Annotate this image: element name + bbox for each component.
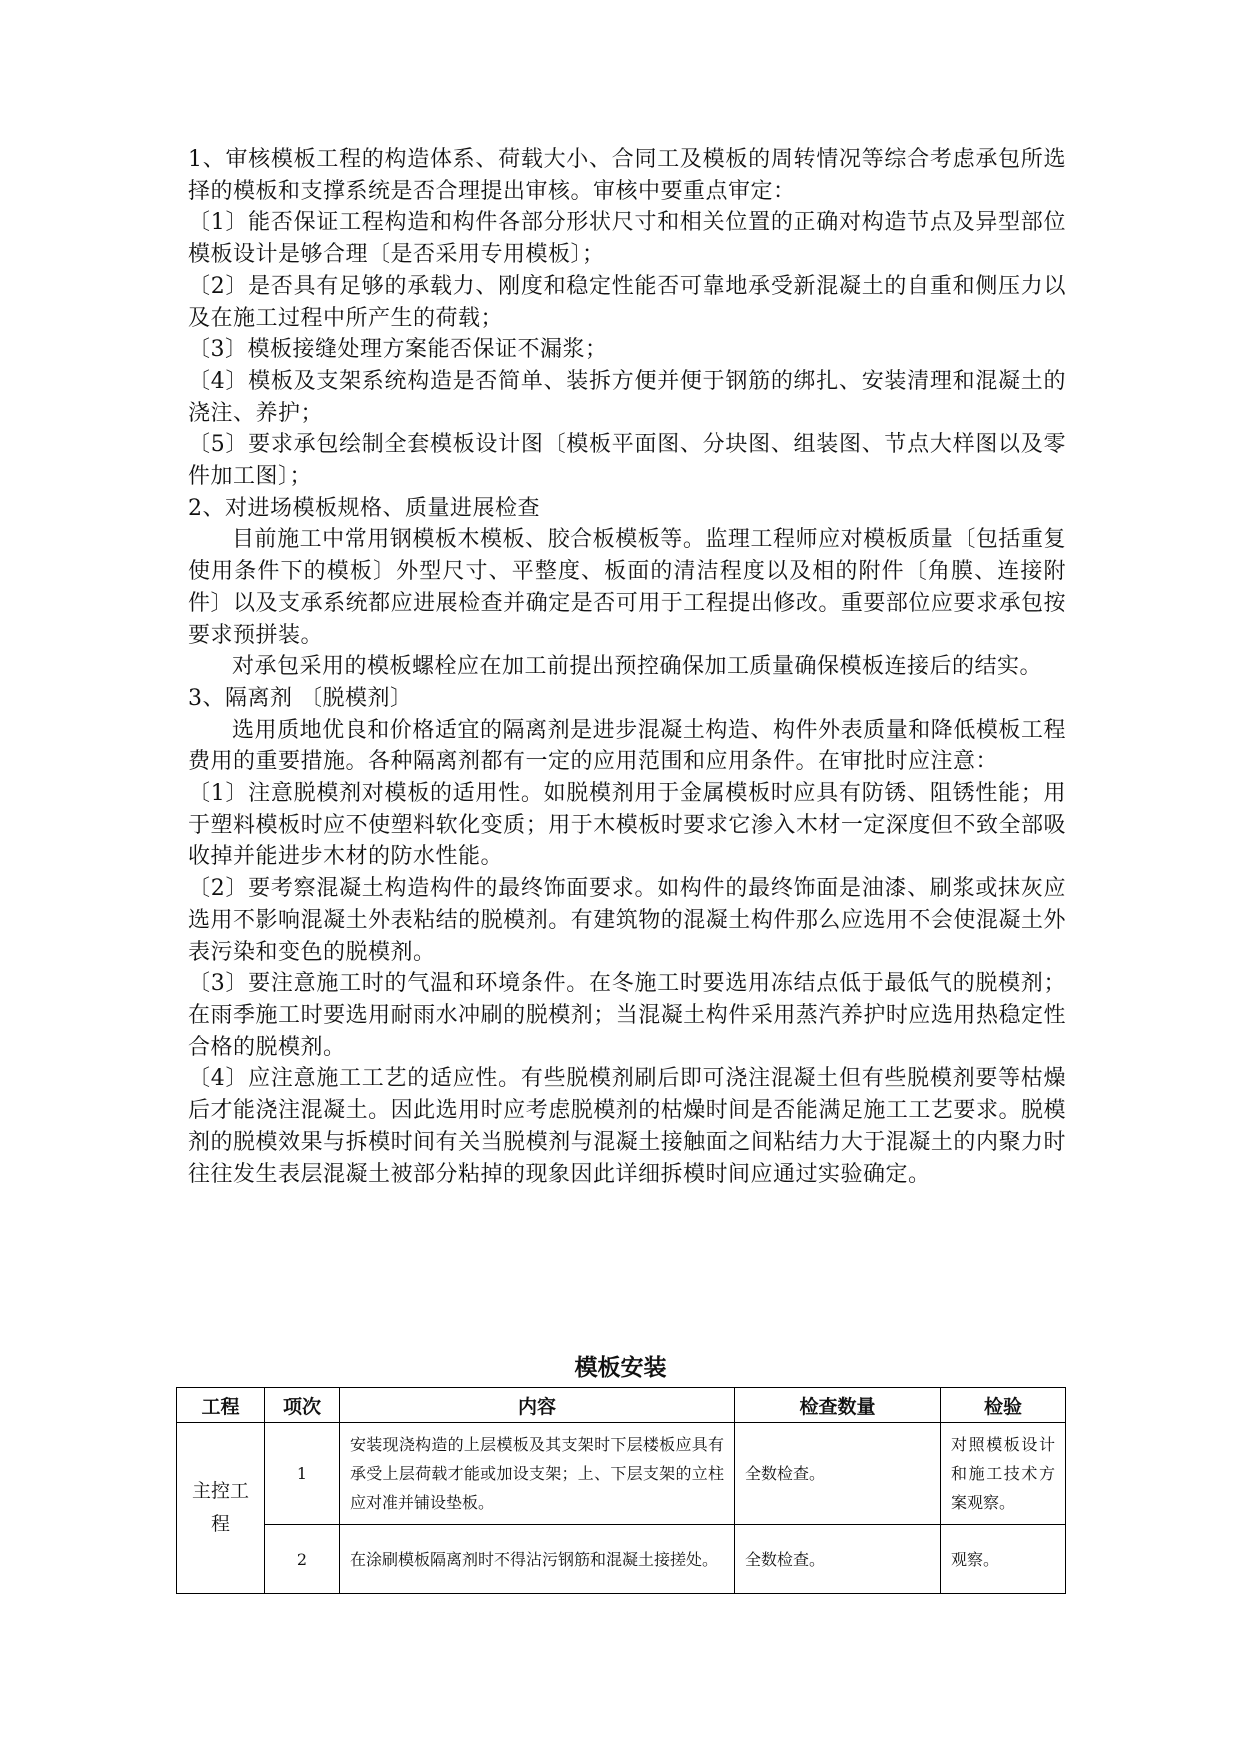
paragraph: 2、对进场模板规格、质量进展检查	[188, 495, 540, 521]
paragraph: 目前施工中常用钢模板木模板、胶合板模板等。监理工程师应对模板质量〔包括重复使用条件下的模板〕外型尺寸、平整度、板面的清洁程度以及相的附件〔角膜、连接附件〕以及支承系统都应进展检查并确定是否可用于工程提出修改。重要部位应要求承包按要求预拼装。	[188, 527, 1066, 648]
content-cell: 安装现浇构造的上层模板及其支架时下层楼板应具有承受上层荷载才能或加设支架；上、下层支架的立柱应对准并铺设垫板。	[340, 1423, 735, 1525]
header-content: 内容	[340, 1388, 735, 1423]
quantity-cell: 全数检查。	[735, 1423, 941, 1525]
paragraph: 〔2〕要考察混凝土构造构件的最终饰面要求。如构件的最终饰面是油漆、刷浆或抹灰应选用不影响混凝土外表粘结的脱模剂。有建筑物的混凝土构件那么应选用不会使混凝土外表污染和变色的脱模剂。	[188, 876, 1066, 965]
category-cell: 主控工程	[177, 1423, 265, 1594]
method-cell: 对照模板设计和施工技术方案观察。	[941, 1423, 1066, 1525]
paragraph: 〔5〕要求承包绘制全套模板设计图〔模板平面图、分块图、组装图、节点大样图以及零件加工图〕；	[188, 432, 1066, 490]
paragraph: 对承包采用的模板螺栓应在加工前提出预控确保加工质量确保模板连接后的结实。	[232, 654, 1043, 680]
paragraph: 选用质地优良和价格适宜的隔离剂是进步混凝土构造、构件外表质量和降低模板工程费用的重要措施。各种隔离剂都有一定的应用范围和应用条件。在审批时应注意：	[188, 717, 1066, 775]
content-cell: 在涂刷模板隔离剂时不得沾污钢筋和混凝土接搓处。	[340, 1525, 735, 1594]
index-cell: 1	[265, 1423, 340, 1525]
paragraph: 〔3〕模板接缝处理方案能否保证不漏浆；	[188, 337, 608, 363]
table-title: 模板安装	[574, 1355, 667, 1381]
body-text	[188, 144, 1066, 1190]
quantity-cell: 全数检查。	[735, 1525, 941, 1594]
paragraph: 〔4〕应注意施工工艺的适应性。有些脱模剂刷后即可浇注混凝土但有些脱模剂要等枯燥后才能浇注混凝土。因此选用时应考虑脱模剂的枯燥时间是否能满足施工工艺要求。脱模剂的脱模效果与拆模时间有关当脱模剂与混凝土接触面之间粘结力大于混凝土的内聚力时往往发生表层混凝土被部分粘掉的现象因此详细拆模时间应通过实验确定。	[188, 1066, 1066, 1187]
paragraph: 〔4〕模板及支架系统构造是否简单、装拆方便并便于钢筋的绑扎、安装清理和混凝土的浇注、养护；	[188, 368, 1066, 426]
paragraph: 1、审核模板工程的构造体系、荷载大小、合同工及模板的周转情况等综合考虑承包所选择的模板和支撑系统是否合理提出审核。审核中要重点审定：	[188, 147, 1066, 204]
header-category: 工程	[177, 1388, 265, 1423]
paragraph: 〔3〕要注意施工时的气温和环境条件。在冬施工时要选用冻结点低于最低气的脱模剂；在雨季施工时要选用耐雨水冲刷的脱模剂；当混凝土构件采用蒸汽养护时应选用热稳定性合格的脱模剂。	[188, 971, 1066, 1060]
header-index: 项次	[265, 1388, 340, 1423]
paragraph: 3、隔离剂 〔脱模剂〕	[188, 685, 413, 711]
header-quantity: 检查数量	[735, 1388, 941, 1423]
inspection-table	[176, 1387, 1066, 1594]
paragraph: 〔1〕注意脱模剂对模板的适用性。如脱模剂用于金属模板时应具有防锈、阻锈性能；用于塑料模板时应不使塑料软化变质；用于木模板时要求它渗入木材一定深度但不致全部吸收掉并能进步木材的防水性能。	[188, 781, 1066, 870]
table-header-row	[177, 1388, 1066, 1423]
table-row	[177, 1525, 1066, 1594]
paragraph: 〔1〕能否保证工程构造和构件各部分形状尺寸和相关位置的正确对构造节点及异型部位模板设计是够合理〔是否采用专用模板〕；	[188, 210, 1066, 268]
index-cell: 2	[265, 1525, 340, 1594]
paragraph: 〔2〕是否具有足够的承载力、刚度和稳定性能否可靠地承受新混凝土的自重和侧压力以及在施工过程中所产生的荷载；	[188, 273, 1066, 331]
header-method: 检验	[941, 1388, 1066, 1423]
method-cell: 观察。	[941, 1525, 1066, 1594]
table-row	[177, 1423, 1066, 1525]
